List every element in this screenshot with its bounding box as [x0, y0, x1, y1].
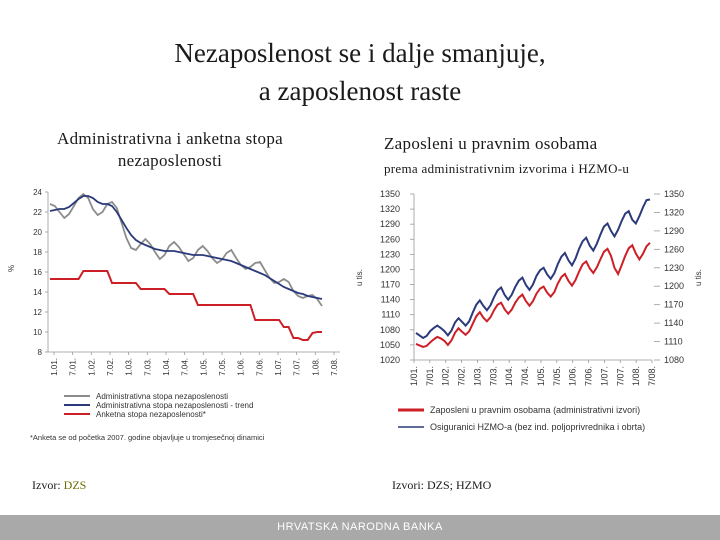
legend-label-trend: Administrativna stopa nezaposlenosti - trend [96, 401, 254, 410]
right-y-tick-label: 1200 [664, 281, 685, 292]
right-source: Izvori: DZS; HZMO [392, 478, 492, 492]
x-tick-label: 7/03. [488, 366, 499, 387]
x-tick-label: 1/06. [567, 366, 578, 387]
left-source-name: DZS [63, 478, 87, 492]
left-y-tick-label: 1110 [381, 309, 400, 320]
x-tick-label: 7.02. [106, 358, 115, 376]
y-tick-label: 18 [33, 248, 42, 257]
left-y-tick-label: 1080 [379, 324, 400, 335]
x-tick-label: 7.08. [330, 358, 339, 376]
right-y-tick-label: 1230 [664, 262, 685, 273]
x-tick-label: 7/08. [647, 366, 657, 387]
title-line-1: Nezaposlenost se i dalje smanjuje, [174, 38, 546, 68]
x-tick-label: 7.06. [255, 358, 265, 376]
left-y-tick-label: 1260 [379, 234, 400, 245]
right-y-tick-label: 1170 [664, 299, 684, 310]
x-tick-label: 1.08. [311, 358, 321, 376]
left-y-tick-label: 1200 [379, 264, 400, 275]
left-y-tick-label: 1230 [379, 249, 400, 260]
left-y-tick-label: 1290 [379, 219, 400, 230]
x-tick-label: 7/06. [583, 366, 594, 387]
x-tick-label: 1.06. [236, 358, 246, 376]
left-y-tick-label: 1020 [379, 355, 400, 365]
x-tick-label: 7/04. [520, 366, 531, 387]
series-line-rate [50, 194, 322, 306]
x-tick-label: 1.05. [199, 358, 209, 376]
x-tick-label: 7/02. [456, 366, 467, 387]
x-tick-label: 7.05. [218, 358, 227, 376]
y-axis-label: % [7, 264, 16, 272]
left-source-prefix: Izvor: [32, 478, 64, 492]
x-tick-label: 7/05. [551, 366, 562, 387]
x-tick-label: 1/04. [504, 366, 515, 387]
x-tick-label: 7/01. [424, 366, 435, 387]
x-tick-label: 1/08. [631, 366, 642, 387]
x-tick-label: 7/07. [615, 366, 626, 387]
right-y-tick-label: 1080 [664, 355, 685, 365]
y-tick-label: 14 [33, 288, 42, 297]
x-tick-label: 7.01. [68, 358, 78, 376]
x-tick-label: 1.03. [124, 358, 134, 376]
x-tick-label: 1/02. [440, 366, 451, 387]
right-y-axis-label: u tis. [694, 269, 703, 286]
left-subtitle-line-2: nezaposlenosti [117, 151, 223, 170]
chart-note: *Anketa se od početka 2007. godine objavljuje u tromjesečnoj dinamici [30, 433, 265, 442]
y-tick-label: 22 [33, 208, 42, 217]
y-tick-label: 20 [33, 228, 42, 237]
left-subtitle-line-1: Administrativna i anketna stopa [57, 129, 283, 148]
left-y-tick-label: 1170 [380, 279, 400, 290]
x-tick-label: 1.02. [87, 358, 97, 376]
title-line-2: a zaposlenost raste [258, 76, 462, 106]
page-title [0, 34, 720, 110]
footer-bar: HRVATSKA NARODNA BANKA [0, 515, 720, 540]
x-tick-label: 1.07. [274, 358, 283, 376]
x-tick-label: 1.04. [162, 358, 171, 376]
x-tick-label: 1.01. [50, 358, 59, 376]
right-chart-title: Zaposleni u pravnim osobama [384, 134, 598, 153]
x-tick-label: 7.03. [143, 358, 153, 376]
y-tick-label: 10 [33, 328, 42, 337]
y-tick-label: 8 [37, 348, 42, 357]
y-tick-label: 24 [33, 188, 42, 197]
x-tick-label: 1/01. [409, 366, 419, 387]
x-tick-label: 1/03. [472, 366, 483, 387]
series-line-trend [50, 196, 322, 299]
left-y-tick-label: 1050 [379, 339, 400, 350]
x-tick-label: 7.07. [292, 358, 302, 376]
legend-label-admin: Zaposleni u pravnim osobama (administrativni izvori) [430, 405, 641, 415]
right-y-tick-label: 1110 [664, 336, 683, 347]
x-tick-label: 1/05. [535, 366, 546, 387]
y-tick-label: 12 [33, 308, 42, 317]
left-y-tick-label: 1350 [379, 189, 400, 199]
legend-label-hzmo: Osiguranici HZMO-a (bez ind. poljoprivrednika i obrta) [430, 422, 646, 432]
left-y-tick-label: 1320 [379, 204, 400, 215]
right-y-tick-label: 1260 [664, 244, 685, 255]
x-tick-label: 1/07. [599, 366, 610, 387]
y-tick-label: 16 [33, 268, 42, 277]
right-chart-subtitle: prema administrativnim izvorima i HZMO-u [384, 161, 630, 176]
unemployment-chart [7, 180, 350, 445]
legend-label-survey: Anketna stopa nezaposlenosti* [96, 410, 206, 419]
right-y-tick-label: 1290 [664, 225, 685, 236]
left-chart-subtitle [20, 128, 320, 172]
employment-chart [352, 180, 707, 445]
legend-label-rate: Administrativna stopa nezaposlenosti [96, 392, 229, 401]
x-tick-label: 7.04. [180, 358, 190, 376]
left-y-tick-label: 1140 [380, 294, 400, 305]
right-y-tick-label: 1350 [664, 189, 685, 199]
right-y-tick-label: 1140 [664, 318, 684, 329]
left-source [32, 478, 86, 493]
left-y-axis-label: u tis. [355, 269, 364, 286]
right-y-tick-label: 1320 [664, 207, 685, 218]
